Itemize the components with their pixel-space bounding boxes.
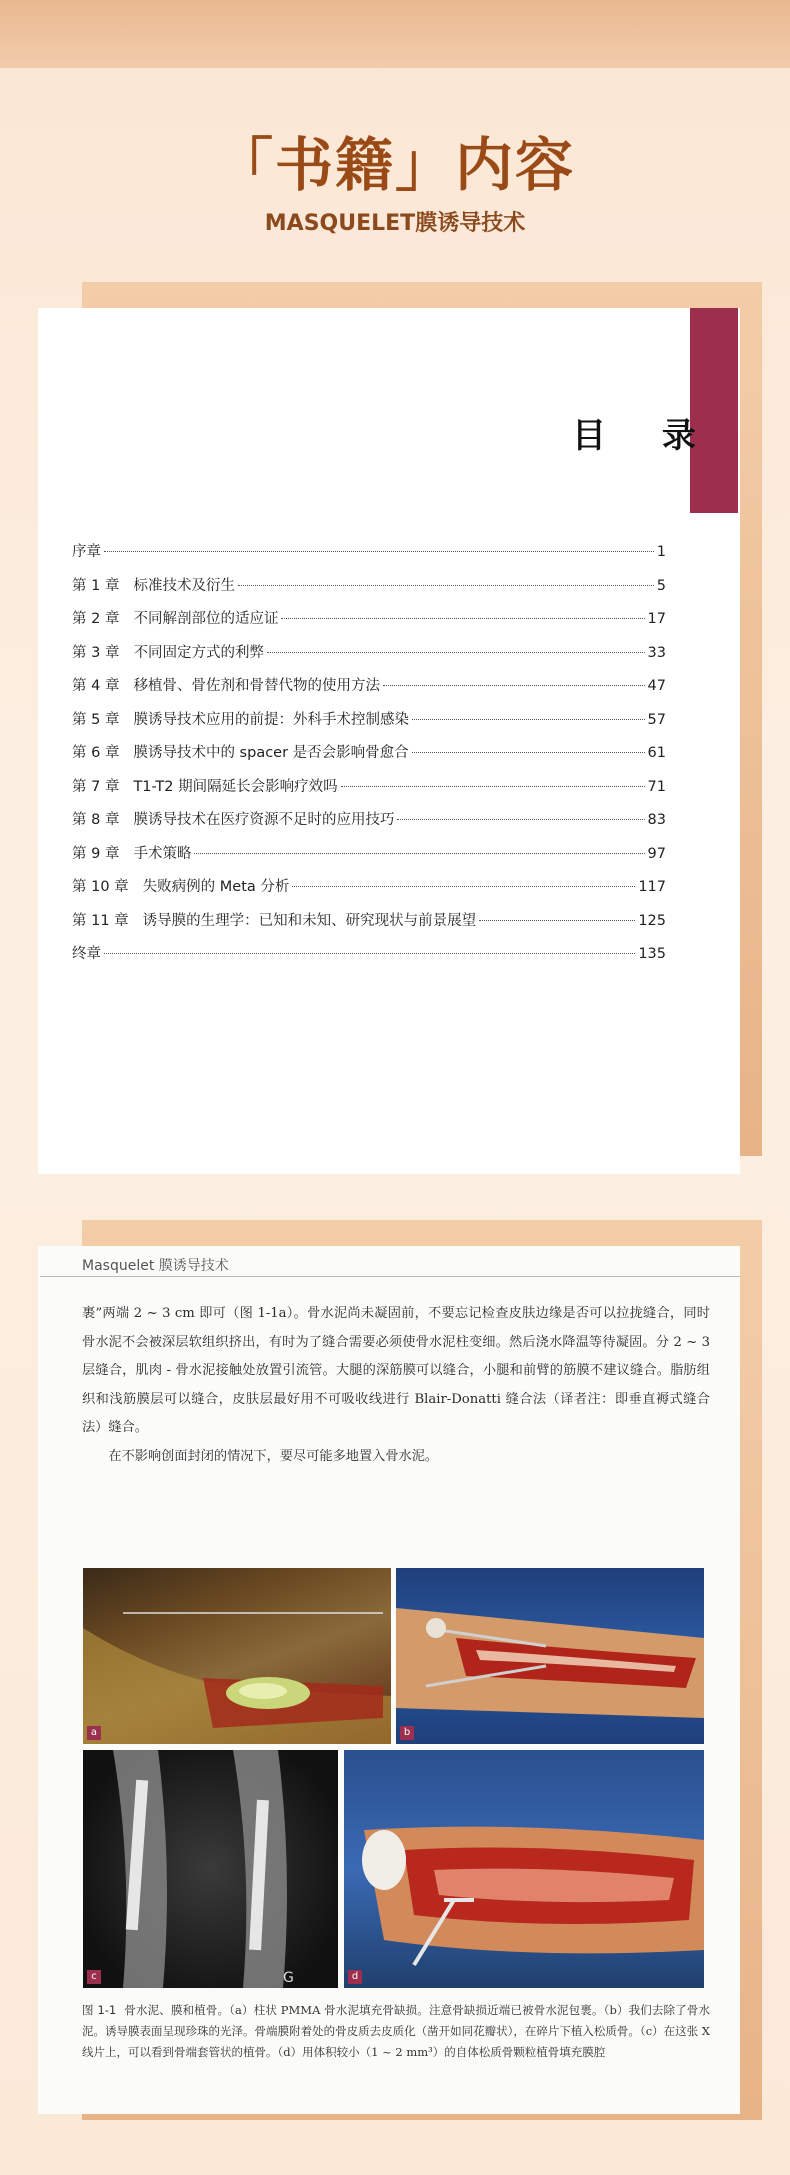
toc-entry xyxy=(72,808,666,842)
toc-list xyxy=(72,540,666,976)
photo-label: a xyxy=(87,1726,101,1740)
paragraph: 在不影响创面封闭的情况下，要尽可能多地置入骨水泥。 xyxy=(108,1448,439,1464)
photo-a-drawing xyxy=(83,1568,391,1744)
toc-chapter: 序章 xyxy=(72,544,101,560)
toc-entry xyxy=(72,540,666,574)
toc-chapter: 第 6 章 xyxy=(72,745,120,761)
toc-leader xyxy=(267,652,645,653)
toc-chapter-title: T1-T2 期间隔延长会影响疗效吗 xyxy=(133,778,338,795)
toc-page: 1 xyxy=(656,544,666,560)
toc-leader xyxy=(479,920,635,921)
toc-chapter: 第 8 章 xyxy=(72,812,120,828)
toc-page: 47 xyxy=(647,678,666,694)
toc-chapter: 第 1 章 xyxy=(72,577,120,594)
toc-page: 33 xyxy=(647,644,666,661)
paragraph: 裹”两端 2 ~ 3 cm 即可（图 1-1a）。骨水泥尚未凝固前，不要忘记检查皮肤边缘是否可以拉拢缝合，同时骨水泥不会被深层软组织挤出，有时为了缝合需要必须使骨水泥柱变细。然后浇水降温等待凝固。分 2 ~ 3 层缝合，肌肉 - 骨水泥接触处放置引流管。大腿的深筋膜可以缝合，小腿和前臂的筋膜不建议缝合。脂肪组织和浅筋膜层可以缝合，皮肤层最好用不可吸收线进行 Blair-Donatti 缝合法（译者注：即垂直褥式缝合法）缝合。 xyxy=(82,1306,710,1435)
toc-chapter: 第 2 章 xyxy=(72,611,120,627)
toc-entry xyxy=(72,942,666,976)
figure-caption xyxy=(82,2000,710,2063)
toc-chapter-title: 失败病例的 Meta 分析 xyxy=(142,879,290,895)
toc-entry xyxy=(72,875,666,909)
toc-chapter: 第 7 章 xyxy=(72,778,120,795)
toc-leader xyxy=(412,719,645,720)
xray-photo-c xyxy=(83,1750,338,1988)
photo-label: d xyxy=(348,1970,362,1984)
toc-entry xyxy=(72,741,666,775)
photo-d-drawing xyxy=(344,1750,704,1988)
toc-chapter-title: 膜诱导技术中的 spacer 是否会影响骨愈合 xyxy=(133,745,409,761)
svg-text:G: G xyxy=(283,1970,294,1986)
toc-leader xyxy=(281,618,644,619)
toc-leader xyxy=(104,953,635,954)
surgical-photo-b xyxy=(396,1568,704,1744)
surgical-photo-a xyxy=(83,1568,391,1744)
toc-chapter-title: 移植骨、骨佐剂和骨替代物的使用方法 xyxy=(133,678,380,694)
top-band xyxy=(0,0,790,68)
running-head: Masquelet 膜诱导技术 xyxy=(82,1258,229,1274)
toc-chapter: 第 3 章 xyxy=(72,644,120,661)
caption-text: 骨水泥、膜和植骨。（a）柱状 PMMA 骨水泥填充骨缺损。注意骨缺损近端已被骨水泥包裹。（b）我们去除了骨水泥。诱导膜表面呈现珍珠的光泽。骨端膜附着处的骨皮质去皮质化（凿开如同花瓣状），在碎片下植入松质骨。（c）在这张 X 线片上，可以看到骨端套管状的植骨。（d）用体积较小（1 ~ 2 mm³）的自体松质骨颗粒植骨填充膜腔 xyxy=(82,2003,710,2059)
toc-leader xyxy=(194,853,644,854)
toc-leader xyxy=(238,585,654,586)
page-title: 「书籍」内容 xyxy=(214,131,575,199)
photo-label: b xyxy=(400,1726,414,1740)
toc-entry xyxy=(72,641,666,675)
toc-page: 17 xyxy=(647,611,666,627)
photo-label: c xyxy=(87,1970,101,1984)
toc-entry xyxy=(72,607,666,641)
toc-leader xyxy=(341,786,645,787)
toc-page: 61 xyxy=(647,745,666,761)
toc-entry xyxy=(72,842,666,876)
toc-chapter-title: 手术策略 xyxy=(133,845,192,862)
toc-leader xyxy=(292,886,635,887)
toc-leader xyxy=(412,752,645,753)
toc-page: 125 xyxy=(638,912,666,929)
toc-chapter-title: 不同解剖部位的适应证 xyxy=(133,611,279,627)
toc-entry xyxy=(72,574,666,608)
toc-chapter-title: 膜诱导技术应用的前提：外科手术控制感染 xyxy=(133,711,409,728)
toc-page: 83 xyxy=(647,812,666,828)
toc-chapter-title: 诱导膜的生理学：已知和未知、研究现状与前景展望 xyxy=(142,912,477,929)
toc-entry xyxy=(72,708,666,742)
surgical-photo-d xyxy=(344,1750,704,1988)
toc-chapter: 终章 xyxy=(72,946,101,962)
toc-chapter: 第 5 章 xyxy=(72,711,120,728)
toc-page: 135 xyxy=(638,946,666,962)
running-head-rule xyxy=(40,1276,740,1277)
toc-entry xyxy=(72,674,666,708)
toc-leader xyxy=(383,685,645,686)
toc-chapter-title: 膜诱导技术在医疗资源不足时的应用技巧 xyxy=(133,812,395,828)
photo-c-drawing xyxy=(83,1750,338,1988)
toc-leader xyxy=(397,819,644,820)
photo-b-drawing xyxy=(396,1568,704,1744)
toc-chapter: 第 10 章 xyxy=(72,879,129,895)
toc-page: 5 xyxy=(656,577,666,594)
toc-page: 71 xyxy=(647,778,666,795)
toc-chapter: 第 4 章 xyxy=(72,678,120,694)
body-text xyxy=(82,1300,710,1471)
toc-chapter-title: 标准技术及衍生 xyxy=(133,577,235,594)
toc-chapter: 第 11 章 xyxy=(72,912,129,929)
toc-title: 目 录 xyxy=(572,416,718,456)
toc-entry xyxy=(72,909,666,943)
toc-chapter-title: 不同固定方式的利弊 xyxy=(133,644,264,661)
toc-chapter: 第 9 章 xyxy=(72,845,120,862)
figure-label: 图 1-1 xyxy=(82,2003,117,2017)
toc-entry xyxy=(72,775,666,809)
toc-page: 57 xyxy=(647,711,666,728)
toc-page: 117 xyxy=(638,879,666,895)
page-subtitle: MASQUELET膜诱导技术 xyxy=(264,211,526,236)
toc-page: 97 xyxy=(647,845,666,862)
toc-leader xyxy=(104,551,654,552)
